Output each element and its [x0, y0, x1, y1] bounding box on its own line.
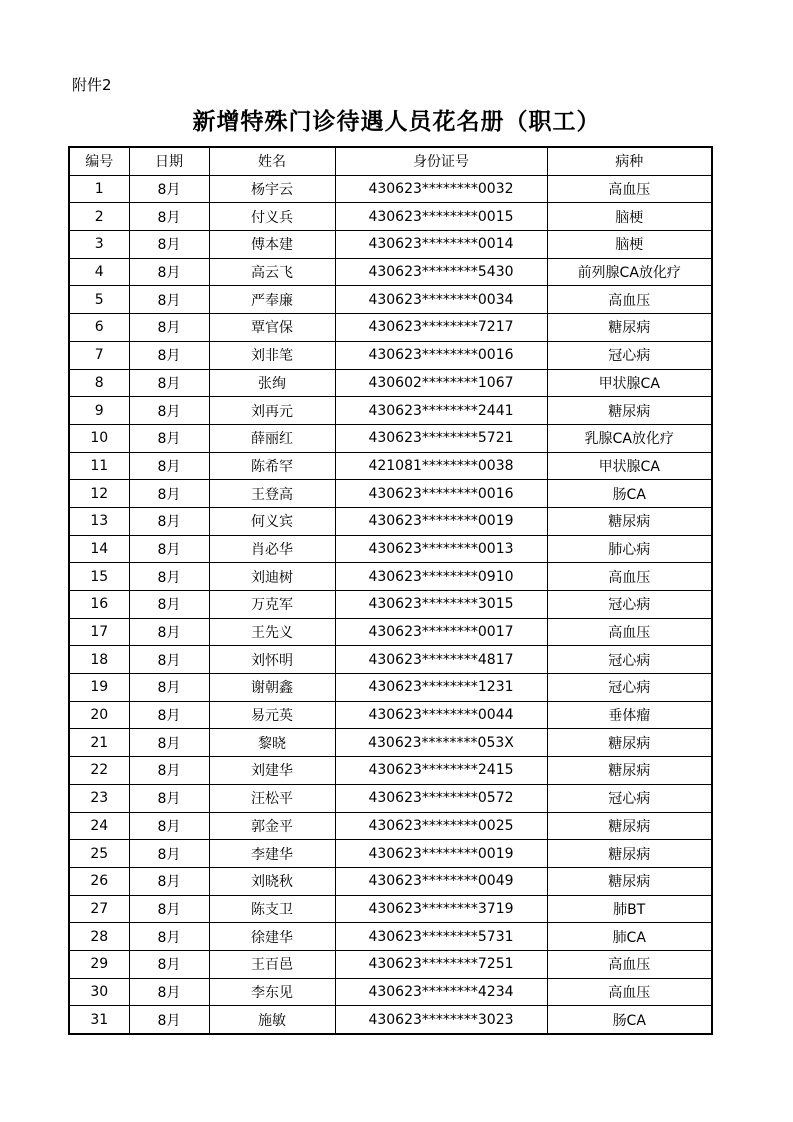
- date-cell: 8月: [129, 203, 209, 231]
- number-cell: 2: [69, 203, 129, 231]
- disease-cell: 糖尿病: [547, 840, 712, 868]
- date-cell: 8月: [129, 646, 209, 674]
- number-cell: 3: [69, 231, 129, 259]
- date-cell: 8月: [129, 895, 209, 923]
- name-cell: 郭金平: [209, 812, 335, 840]
- name-cell: 施敏: [209, 1006, 335, 1034]
- name-cell: 刘怀明: [209, 646, 335, 674]
- column-header-name: 姓名: [209, 147, 335, 175]
- number-cell: 16: [69, 591, 129, 619]
- number-cell: 13: [69, 507, 129, 535]
- name-cell: 王先义: [209, 618, 335, 646]
- disease-cell: 冠心病: [547, 674, 712, 702]
- id-number-cell: 430623********0014: [335, 231, 547, 259]
- date-cell: 8月: [129, 341, 209, 369]
- id-number-cell: 430623********5721: [335, 424, 547, 452]
- table-row: [69, 452, 712, 480]
- name-cell: 覃官保: [209, 314, 335, 342]
- date-cell: 8月: [129, 674, 209, 702]
- table-row: [69, 701, 712, 729]
- roster-body: [69, 175, 712, 1034]
- number-cell: 22: [69, 757, 129, 785]
- number-cell: 14: [69, 535, 129, 563]
- roster-table: [68, 146, 713, 1035]
- name-cell: 李东见: [209, 978, 335, 1006]
- number-cell: 9: [69, 397, 129, 425]
- name-cell: 李建华: [209, 840, 335, 868]
- date-cell: 8月: [129, 701, 209, 729]
- table-row: [69, 591, 712, 619]
- name-cell: 王登高: [209, 480, 335, 508]
- number-cell: 24: [69, 812, 129, 840]
- date-cell: 8月: [129, 314, 209, 342]
- id-number-cell: 430623********0032: [335, 175, 547, 203]
- disease-cell: 冠心病: [547, 784, 712, 812]
- date-cell: 8月: [129, 535, 209, 563]
- date-cell: 8月: [129, 729, 209, 757]
- table-row: [69, 480, 712, 508]
- date-cell: 8月: [129, 480, 209, 508]
- disease-cell: 肠CA: [547, 1006, 712, 1034]
- id-number-cell: 430623********0019: [335, 840, 547, 868]
- id-number-cell: 430623********0013: [335, 535, 547, 563]
- id-number-cell: 430623********0016: [335, 480, 547, 508]
- id-number-cell: 430623********7251: [335, 950, 547, 978]
- disease-cell: 脑梗: [547, 231, 712, 259]
- table-row: [69, 175, 712, 203]
- date-cell: 8月: [129, 563, 209, 591]
- table-row: [69, 757, 712, 785]
- id-number-cell: 430623********0025: [335, 812, 547, 840]
- table-row: [69, 258, 712, 286]
- disease-cell: 乳腺CA放化疗: [547, 424, 712, 452]
- table-row: [69, 978, 712, 1006]
- name-cell: 陈希罕: [209, 452, 335, 480]
- id-number-cell: 430623********0034: [335, 286, 547, 314]
- id-number-cell: 430623********2441: [335, 397, 547, 425]
- table-row: [69, 812, 712, 840]
- disease-cell: 肠CA: [547, 480, 712, 508]
- number-cell: 28: [69, 923, 129, 951]
- column-header-date: 日期: [129, 147, 209, 175]
- id-number-cell: 430623********5430: [335, 258, 547, 286]
- date-cell: 8月: [129, 1006, 209, 1034]
- id-number-cell: 430623********4817: [335, 646, 547, 674]
- number-cell: 19: [69, 674, 129, 702]
- disease-cell: 冠心病: [547, 341, 712, 369]
- id-number-cell: 430623********4234: [335, 978, 547, 1006]
- disease-cell: 高血压: [547, 950, 712, 978]
- column-header-number: 编号: [69, 147, 129, 175]
- name-cell: 张绚: [209, 369, 335, 397]
- number-cell: 29: [69, 950, 129, 978]
- name-cell: 傅本建: [209, 231, 335, 259]
- number-cell: 12: [69, 480, 129, 508]
- date-cell: 8月: [129, 369, 209, 397]
- table-row: [69, 424, 712, 452]
- disease-cell: 冠心病: [547, 646, 712, 674]
- number-cell: 4: [69, 258, 129, 286]
- name-cell: 徐建华: [209, 923, 335, 951]
- id-number-cell: 430623********1231: [335, 674, 547, 702]
- name-cell: 刘非笔: [209, 341, 335, 369]
- name-cell: 刘迪树: [209, 563, 335, 591]
- name-cell: 刘建华: [209, 757, 335, 785]
- disease-cell: 高血压: [547, 978, 712, 1006]
- number-cell: 7: [69, 341, 129, 369]
- table-row: [69, 1006, 712, 1034]
- header-row: [69, 147, 712, 175]
- number-cell: 18: [69, 646, 129, 674]
- disease-cell: 肺心病: [547, 535, 712, 563]
- number-cell: 31: [69, 1006, 129, 1034]
- id-number-cell: 421081********0038: [335, 452, 547, 480]
- id-number-cell: 430623********5731: [335, 923, 547, 951]
- disease-cell: 高血压: [547, 286, 712, 314]
- table-row: [69, 674, 712, 702]
- column-header-id-number: 身份证号: [335, 147, 547, 175]
- id-number-cell: 430623********0016: [335, 341, 547, 369]
- disease-cell: 肺BT: [547, 895, 712, 923]
- number-cell: 1: [69, 175, 129, 203]
- name-cell: 严奉廉: [209, 286, 335, 314]
- id-number-cell: 430623********053X: [335, 729, 547, 757]
- date-cell: 8月: [129, 784, 209, 812]
- table-row: [69, 563, 712, 591]
- disease-cell: 糖尿病: [547, 397, 712, 425]
- name-cell: 高云飞: [209, 258, 335, 286]
- table-row: [69, 314, 712, 342]
- name-cell: 刘再元: [209, 397, 335, 425]
- name-cell: 万克军: [209, 591, 335, 619]
- disease-cell: 脑梗: [547, 203, 712, 231]
- disease-cell: 高血压: [547, 563, 712, 591]
- date-cell: 8月: [129, 591, 209, 619]
- date-cell: 8月: [129, 867, 209, 895]
- page-title: 新增特殊门诊待遇人员花名册（职工）: [192, 108, 601, 135]
- table-row: [69, 231, 712, 259]
- name-cell: 付义兵: [209, 203, 335, 231]
- disease-cell: 垂体瘤: [547, 701, 712, 729]
- date-cell: 8月: [129, 507, 209, 535]
- disease-cell: 糖尿病: [547, 729, 712, 757]
- date-cell: 8月: [129, 840, 209, 868]
- table-row: [69, 618, 712, 646]
- table-row: [69, 286, 712, 314]
- disease-cell: 糖尿病: [547, 314, 712, 342]
- number-cell: 26: [69, 867, 129, 895]
- name-cell: 肖必华: [209, 535, 335, 563]
- disease-cell: 冠心病: [547, 591, 712, 619]
- disease-cell: 糖尿病: [547, 757, 712, 785]
- number-cell: 15: [69, 563, 129, 591]
- table-row: [69, 507, 712, 535]
- table-row: [69, 203, 712, 231]
- column-header-disease: 病种: [547, 147, 712, 175]
- id-number-cell: 430623********0044: [335, 701, 547, 729]
- id-number-cell: 430623********3719: [335, 895, 547, 923]
- attachment-label: 附件2: [72, 76, 112, 94]
- name-cell: 王百邑: [209, 950, 335, 978]
- number-cell: 30: [69, 978, 129, 1006]
- disease-cell: 糖尿病: [547, 867, 712, 895]
- number-cell: 5: [69, 286, 129, 314]
- date-cell: 8月: [129, 258, 209, 286]
- name-cell: 陈支卫: [209, 895, 335, 923]
- date-cell: 8月: [129, 757, 209, 785]
- disease-cell: 糖尿病: [547, 507, 712, 535]
- id-number-cell: 430623********0015: [335, 203, 547, 231]
- name-cell: 谢朝鑫: [209, 674, 335, 702]
- number-cell: 27: [69, 895, 129, 923]
- id-number-cell: 430623********2415: [335, 757, 547, 785]
- table-row: [69, 646, 712, 674]
- name-cell: 何义宾: [209, 507, 335, 535]
- disease-cell: 前列腺CA放化疗: [547, 258, 712, 286]
- date-cell: 8月: [129, 452, 209, 480]
- table-row: [69, 369, 712, 397]
- id-number-cell: 430623********0017: [335, 618, 547, 646]
- table-row: [69, 397, 712, 425]
- number-cell: 21: [69, 729, 129, 757]
- number-cell: 23: [69, 784, 129, 812]
- id-number-cell: 430623********0910: [335, 563, 547, 591]
- disease-cell: 高血压: [547, 175, 712, 203]
- id-number-cell: 430623********3023: [335, 1006, 547, 1034]
- table-row: [69, 341, 712, 369]
- id-number-cell: 430623********7217: [335, 314, 547, 342]
- table-row: [69, 784, 712, 812]
- date-cell: 8月: [129, 812, 209, 840]
- date-cell: 8月: [129, 923, 209, 951]
- table-row: [69, 895, 712, 923]
- id-number-cell: 430623********3015: [335, 591, 547, 619]
- date-cell: 8月: [129, 286, 209, 314]
- number-cell: 17: [69, 618, 129, 646]
- number-cell: 25: [69, 840, 129, 868]
- date-cell: 8月: [129, 175, 209, 203]
- name-cell: 汪松平: [209, 784, 335, 812]
- date-cell: 8月: [129, 978, 209, 1006]
- name-cell: 易元英: [209, 701, 335, 729]
- number-cell: 8: [69, 369, 129, 397]
- number-cell: 6: [69, 314, 129, 342]
- disease-cell: 甲状腺CA: [547, 452, 712, 480]
- date-cell: 8月: [129, 397, 209, 425]
- table-row: [69, 867, 712, 895]
- disease-cell: 肺CA: [547, 923, 712, 951]
- id-number-cell: 430623********0572: [335, 784, 547, 812]
- number-cell: 11: [69, 452, 129, 480]
- table-row: [69, 729, 712, 757]
- table-row: [69, 923, 712, 951]
- name-cell: 刘晓秋: [209, 867, 335, 895]
- date-cell: 8月: [129, 424, 209, 452]
- id-number-cell: 430602********1067: [335, 369, 547, 397]
- number-cell: 10: [69, 424, 129, 452]
- table-row: [69, 535, 712, 563]
- disease-cell: 高血压: [547, 618, 712, 646]
- date-cell: 8月: [129, 231, 209, 259]
- disease-cell: 糖尿病: [547, 812, 712, 840]
- name-cell: 薛丽红: [209, 424, 335, 452]
- disease-cell: 甲状腺CA: [547, 369, 712, 397]
- id-number-cell: 430623********0019: [335, 507, 547, 535]
- table-row: [69, 950, 712, 978]
- date-cell: 8月: [129, 950, 209, 978]
- name-cell: 杨宇云: [209, 175, 335, 203]
- name-cell: 黎晓: [209, 729, 335, 757]
- date-cell: 8月: [129, 618, 209, 646]
- table-row: [69, 840, 712, 868]
- id-number-cell: 430623********0049: [335, 867, 547, 895]
- number-cell: 20: [69, 701, 129, 729]
